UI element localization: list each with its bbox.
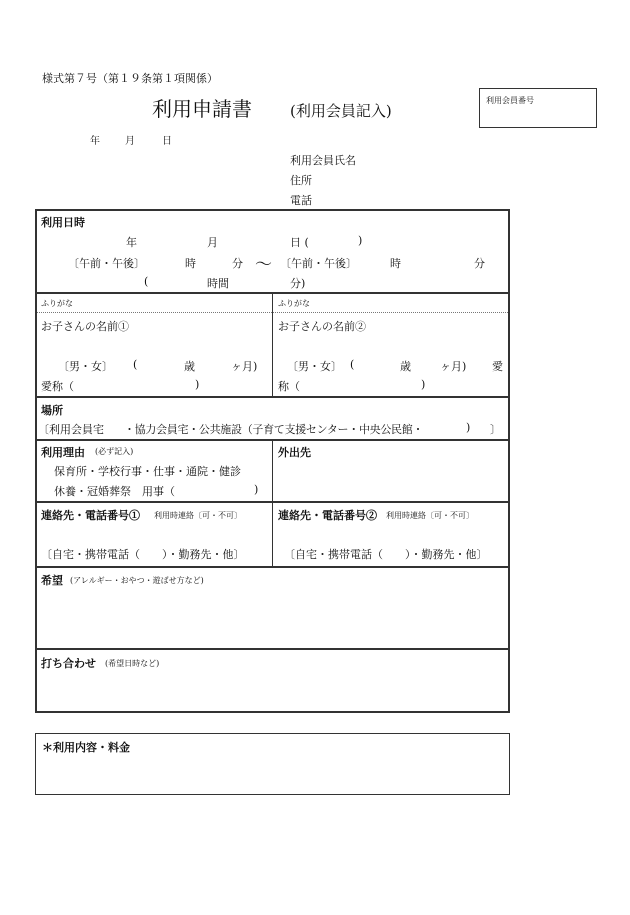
fees-box xyxy=(35,733,510,795)
furigana-divider xyxy=(37,312,508,313)
reason-options-line1: 保育所・学校行事・仕事・通院・健診 xyxy=(54,465,241,478)
contact2-type-options: 〔自宅・携帯電話（ ）・勤務先・他〕 xyxy=(284,548,488,561)
contact1-type-options: 〔自宅・携帯電話（ ）・勤務先・他〕 xyxy=(41,548,245,561)
address-label: 住所 xyxy=(290,174,312,187)
phone-label: 電話 xyxy=(290,194,312,207)
page-subtitle: (利用会員記入) xyxy=(290,102,392,120)
date-year-label: 年 xyxy=(90,136,100,147)
wishes-label: 希望 xyxy=(41,574,63,587)
date-month-label: 月 xyxy=(125,136,135,147)
fees-label: ＊利用内容・料金 xyxy=(42,741,130,754)
date-day-label: 日 xyxy=(162,136,172,147)
divider-line xyxy=(35,566,510,568)
child2-age-open: ( xyxy=(350,358,355,371)
contact2-label: 連絡先・電話番号② xyxy=(278,509,377,522)
reason-note: (必ず記入) xyxy=(95,447,134,456)
end-ampm-options: 〔午前・午後〕 xyxy=(280,257,357,270)
form-number: 様式第７号（第１９条第１項関係） xyxy=(42,72,218,85)
divider-line xyxy=(35,501,510,503)
child1-gender-options: 〔男・女〕 xyxy=(58,360,113,373)
child2-gender-options: 〔男・女〕 xyxy=(287,360,342,373)
duration-minutes-label: 分) xyxy=(290,277,306,290)
duration-open: ( xyxy=(144,275,149,288)
duration-hours-label: 時間 xyxy=(207,277,229,290)
place-close-bracket: 〕 xyxy=(490,423,501,436)
divider-line xyxy=(35,648,510,650)
reason-label: 利用理由 xyxy=(41,446,85,459)
child2-nickname-char: 愛 xyxy=(492,360,503,373)
child1-nickname-label: 愛称（ xyxy=(41,380,74,393)
child2-furigana-label: ふりがな xyxy=(278,299,310,308)
usage-year-label: 年 xyxy=(126,236,137,249)
page-title: 利用申請書 xyxy=(152,97,252,121)
usage-month-label: 月 xyxy=(207,236,218,249)
child1-name-label: お子さんの名前① xyxy=(41,320,129,333)
child2-nickname-close: ) xyxy=(421,378,426,391)
meeting-note: (希望日時など) xyxy=(105,659,160,668)
place-close-paren: ) xyxy=(466,421,471,434)
range-tilde: 〜 xyxy=(255,255,272,275)
start-hour-label: 時 xyxy=(185,257,196,270)
child1-age-months: ヶ月) xyxy=(231,360,258,373)
start-ampm-options: 〔午前・午後〕 xyxy=(68,257,145,270)
applicant-name-label: 利用会員氏名 xyxy=(290,154,356,167)
end-hour-label: 時 xyxy=(390,257,401,270)
child1-furigana-label: ふりがな xyxy=(41,299,73,308)
member-number-box[interactable] xyxy=(479,88,597,128)
divider-line xyxy=(35,396,510,398)
place-option-member-home: 〔利用会員宅 xyxy=(38,423,104,436)
child2-nickname-label: 称（ xyxy=(278,380,300,393)
reason-close-paren: ) xyxy=(254,483,259,496)
contact2-contact-permission: 利用時連絡〔可・不可〕 xyxy=(386,511,474,520)
usage-day-label: 日 ( xyxy=(290,236,309,249)
child2-name-label: お子さんの名前② xyxy=(278,320,366,333)
member-number-label: 利用会員番号 xyxy=(486,96,534,105)
child1-age-years: 歳 xyxy=(184,360,195,373)
meeting-label: 打ち合わせ xyxy=(41,657,96,670)
column-divider xyxy=(272,440,273,568)
child2-age-months: ヶ月) xyxy=(440,360,467,373)
end-minute-label: 分 xyxy=(474,257,485,270)
place-label: 場所 xyxy=(41,404,63,417)
child1-nickname-close: ) xyxy=(195,378,200,391)
usage-day-close: ) xyxy=(358,234,363,247)
contact1-label: 連絡先・電話番号① xyxy=(41,509,140,522)
contact1-contact-permission: 利用時連絡〔可・不可〕 xyxy=(154,511,242,520)
column-divider xyxy=(272,293,273,396)
destination-label: 外出先 xyxy=(278,446,311,459)
place-options: ・協力会員宅・公共施設（子育て支援センター・中央公民館・ xyxy=(124,423,424,436)
child2-age-years: 歳 xyxy=(400,360,411,373)
reason-options-line2: 休養・冠婚葬祭 用事（ xyxy=(54,485,175,498)
wishes-note: (アレルギー・おやつ・遊ばせ方など) xyxy=(70,576,204,585)
start-minute-label: 分 xyxy=(232,257,243,270)
usage-datetime-label: 利用日時 xyxy=(41,216,85,229)
child1-age-open: ( xyxy=(133,358,138,371)
